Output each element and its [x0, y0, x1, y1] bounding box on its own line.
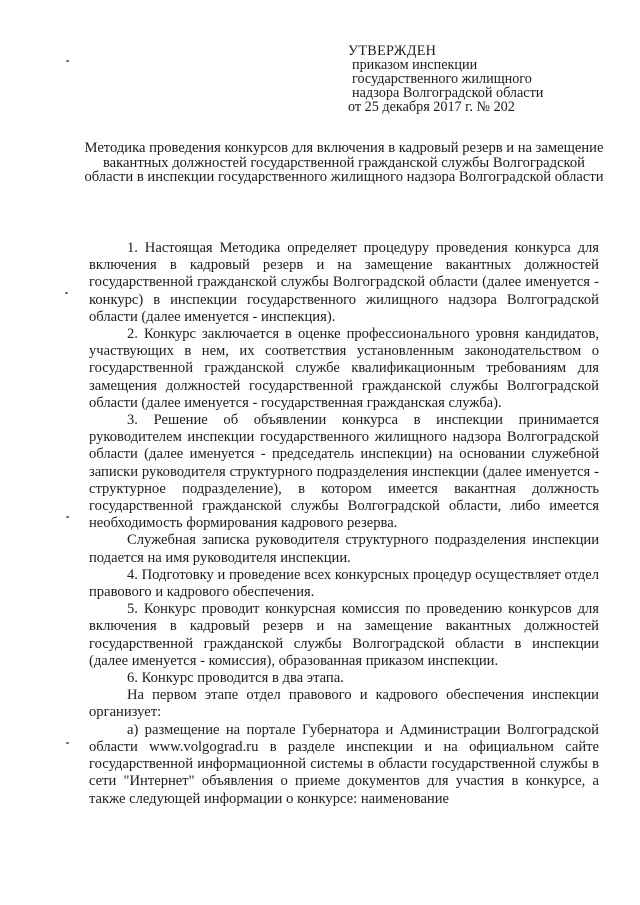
scan-speck	[66, 60, 69, 62]
paragraph-4: 4. Подготовку и проведение всех конкурсных процедур осуществляет отдел правового и кадрового обеспечения.	[89, 566, 599, 601]
approval-line: приказом инспекции	[352, 57, 478, 73]
scan-speck	[66, 516, 69, 518]
document-title: Методика проведения конкурсов для включения в кадровый резерв и на замещение вакантных должностей государственной гражданской службы Волгоградской области в инспекции государственного жилищного надзора Волгоградской области	[84, 140, 604, 185]
paragraph-5: 5. Конкурс проводит конкурсная комиссия по проведению конкурсов для включения в кадровый резерв и на замещение вакантных должностей государственной гражданской службы Волгоградской области в инспекции (далее именуется - комиссия), образованная приказом инспекции.	[89, 601, 599, 669]
scan-speck	[66, 742, 69, 744]
paragraph-3-note: Служебная записка руководителя структурного подразделения инспекции подается на имя руководителя инспекции.	[89, 532, 599, 566]
paragraph-item-a: а) размещение на портале Губернатора и Администрации Волгоградской области www.volgograd.ru в разделе инспекции и на официальном сайте государственной информационной системы в области государственной службы в сети "Интернет" объявления о приеме документов для участия в конкурсе, а также следующей информации о конкурсе: наименование	[89, 721, 599, 807]
approval-title: УТВЕРЖДЕН	[348, 43, 437, 59]
scan-speck	[65, 292, 68, 294]
paragraph-1: 1. Настоящая Методика определяет процедуру проведения конкурса для включения в кадровый резерв и на замещение вакантных должностей государственной гражданской службы Волгоградской области (далее именуется - конкурс) в инспекции государственного жилищного надзора Волгоградской области (далее именуется - инспекция).	[89, 240, 599, 325]
approval-line: от 25 декабря 2017 г. № 202	[348, 99, 515, 115]
approval-line: надзора Волгоградской области	[352, 85, 544, 101]
document-body	[89, 240, 599, 808]
paragraph-first-stage: На первом этапе отдел правового и кадрового обеспечения инспекции организует:	[89, 687, 599, 721]
approval-line: государственного жилищного	[352, 71, 532, 87]
paragraph-6: 6. Конкурс проводится в два этапа.	[127, 670, 344, 687]
approval-stamp	[348, 44, 608, 114]
paragraph-2: 2. Конкурс заключается в оценке профессионального уровня кандидатов, участвующих в нем, их соответствия установленным законодательством о государственной гражданской службе квалификационным требованиям для замещения должностей государственной гражданской службы Волгоградской области (далее именуется - государственная гражданская служба).	[89, 326, 599, 411]
paragraph-3: 3. Решение об объявлении конкурса в инспекции принимается руководителем инспекции государственного жилищного надзора Волгоградской области (далее именуется - председатель инспекции) на основании служебной записки руководителя структурного подразделения инспекции (далее именуется - структурное подразделение), в котором имеется вакантная должность государственной гражданской службы Волгоградской области, либо имеется необходимость формирования кадрового резерва.	[89, 412, 599, 532]
